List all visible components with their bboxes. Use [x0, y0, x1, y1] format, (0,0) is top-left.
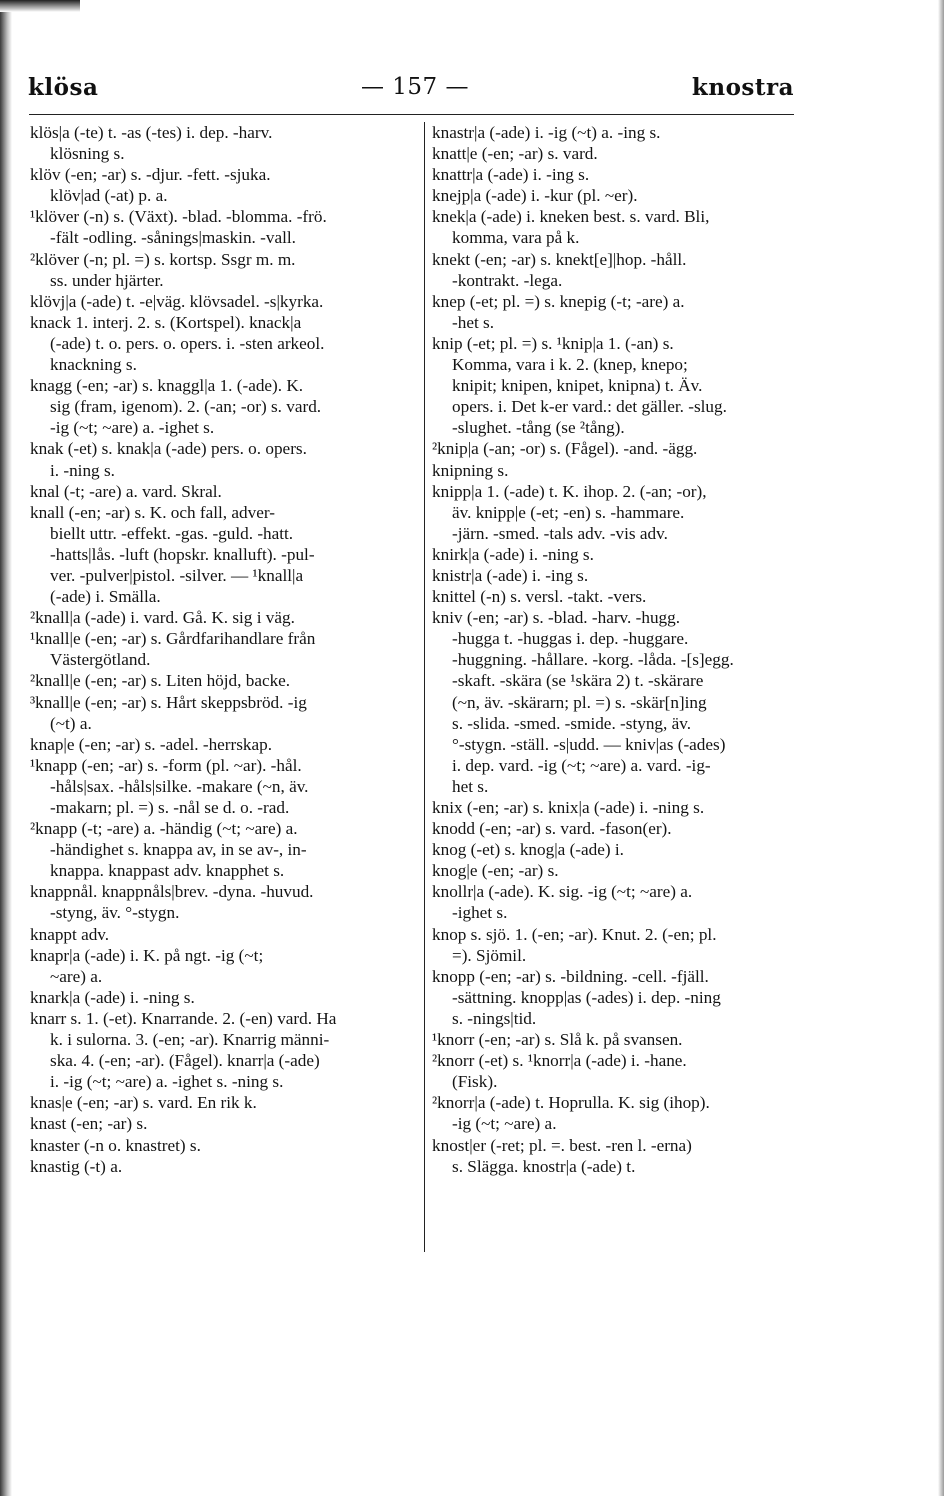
entry-line: k. i sulorna. 3. (-en; -ar). Knarrig männi- [50, 1030, 330, 1050]
entry-line: s. -nings|tid. [452, 1008, 537, 1028]
entry-line: klösning s. [50, 144, 125, 164]
entry-line: (Fisk). [452, 1072, 498, 1092]
dictionary-column-right [432, 122, 794, 1177]
header-rule [29, 114, 794, 115]
entry-line: ²knorr|a (-ade) t. Hoprulla. K. sig (ihop). [432, 1093, 710, 1113]
entry-line: knas|e (-en; -ar) s. vard. En rik k. [30, 1093, 257, 1113]
entry-line: ska. 4. (-en; -ar). (Fågel). knarr|a (-ade) [50, 1051, 320, 1071]
entry-line: knipp|a 1. (-ade) t. K. ihop. 2. (-an; -or), [432, 481, 707, 501]
entry-line: i. -ning s. [50, 460, 115, 480]
entry-line: knodd (-en; -ar) s. vard. -fason(er). [432, 819, 672, 839]
entry-line: knog (-et) s. knog|a (-ade) i. [432, 840, 624, 860]
entry-line: klöv (-en; -ar) s. -djur. -fett. -sjuka. [30, 165, 271, 185]
entry-line: knost|er (-ret; pl. =. best. -ren l. -erna) [432, 1135, 692, 1155]
entry-line: ³knall|e (-en; -ar) s. Hårt skeppsbröd. -ig [30, 692, 307, 712]
entry-line: knattr|a (-ade) i. -ing s. [432, 165, 590, 185]
entry-line: ²knip|a (-an; -or) s. (Fågel). -and. -ägg. [432, 439, 698, 459]
entry-line: ²klöver (-n; pl. =) s. kortsp. Ssgr m. m. [30, 249, 296, 269]
entry-line: knack 1. interj. 2. s. (Kortspel). knack|a [30, 312, 302, 332]
entry-line: -sättning. knopp|as (-ades) i. dep. -ning [452, 987, 721, 1007]
entry-line: knek|a (-ade) i. kneken best. s. vard. Bli, [432, 207, 710, 227]
entry-line: klös|a (-te) t. -as (-tes) i. dep. -harv. [30, 123, 273, 142]
entry-line: knappt adv. [30, 924, 110, 944]
entry-line: sig (fram, igenom). 2. (-an; -or) s. vard. [50, 397, 322, 417]
entry-line: (~n, äv. -skärarn; pl. =) s. -skär[n]ing [452, 692, 707, 712]
entry-line: knal (-t; -are) a. vard. Skral. [30, 481, 222, 501]
entry-line: knastig (-t) a. [30, 1156, 123, 1176]
entry-line: -kontrakt. -lega. [452, 270, 563, 290]
entry-line: knatt|e (-en; -ar) s. vard. [432, 144, 598, 164]
entry-line: -ig (~t; ~are) a. -ighet s. [50, 418, 215, 438]
entry-line: s. -slida. -smed. -smide. -styng, äv. [452, 713, 691, 733]
entry-line: =). Sjömil. [452, 945, 527, 965]
entry-line: äv. knipp|e (-et; -en) s. -hammare. [452, 502, 685, 522]
entry-line: knistr|a (-ade) i. -ing s. [432, 565, 589, 585]
entry-line: -händighet s. knappa av, in se av-, in- [50, 840, 307, 860]
entry-line: ²knapp (-t; -are) a. -händig (~t; ~are) a. [30, 819, 298, 839]
scan-right-edge [938, 0, 944, 1496]
entry-line: kniv (-en; -ar) s. -blad. -harv. -hugg. [432, 608, 681, 628]
entry-line: -ighet s. [452, 903, 508, 923]
entry-line: ²knall|a (-ade) i. vard. Gå. K. sig i väg. [30, 608, 295, 628]
entry-line: -huggning. -hållare. -korg. -låda. -[s]egg. [452, 650, 734, 670]
entry-line: (~t) a. [50, 713, 92, 733]
entry-line: knollr|a (-ade). K. sig. -ig (~t; ~are) a. [432, 882, 693, 902]
entry-line: knappnål. knappnåls|brev. -dyna. -huvud. [30, 882, 314, 902]
page-number: — 157 — [360, 74, 470, 100]
entry-line: knog|e (-en; -ar) s. [432, 861, 559, 881]
entry-line: -hatts|lås. -luft (hopskr. knalluft). -pul- [50, 544, 315, 564]
entry-line: ²knorr (-et) s. ¹knorr|a (-ade) i. -hane. [432, 1051, 687, 1071]
scan-top-corner [0, 0, 80, 12]
entry-line: biellt uttr. -effekt. -gas. -guld. -hatt. [50, 523, 294, 543]
entry-line: ¹knapp (-en; -ar) s. -form (pl. ~ar). -hål. [30, 755, 302, 775]
entry-line: i. dep. vard. -ig (~t; ~are) a. vard. -ig- [452, 755, 711, 775]
entry-line: knittel (-n) s. versl. -takt. -vers. [432, 587, 647, 607]
entry-line: ²knall|e (-en; -ar) s. Liten höjd, backe. [30, 671, 291, 691]
entry-line: knackning s. [50, 355, 137, 375]
entry-line: knast (-en; -ar) s. [30, 1114, 148, 1134]
dictionary-column-left [30, 122, 416, 1177]
scan-left-edge [0, 0, 12, 1496]
entry-line: knejp|a (-ade) i. -kur (pl. ~er). [432, 186, 638, 206]
entry-line: -fält -odling. -sånings|maskin. -vall. [50, 228, 296, 248]
entry-line: i. -ig (~t; ~are) a. -ighet s. -ning s. [50, 1072, 284, 1092]
entry-line: knix (-en; -ar) s. knix|a (-ade) i. -ning s. [432, 798, 705, 817]
entry-line: ¹knall|e (-en; -ar) s. Gårdfarihandlare från [30, 629, 316, 649]
entry-line: komma, vara på k. [452, 228, 580, 248]
entry-line: ¹knorr (-en; -ar) s. Slå k. på svansen. [432, 1030, 683, 1050]
entry-line: knark|a (-ade) i. -ning s. [30, 987, 195, 1007]
entry-line: -håls|sax. -håls|silke. -makare (~n, äv. [50, 776, 309, 796]
column-divider [424, 122, 425, 1252]
entry-line: °-stygn. -ställ. -s|udd. — kniv|as (-ades) [452, 734, 726, 754]
entry-line: -järn. -smed. -tals adv. -vis adv. [452, 523, 668, 543]
entry-line: knapr|a (-ade) i. K. på ngt. -ig (~t; [30, 945, 264, 965]
guide-word-left: klösa [28, 74, 99, 101]
entry-line: -het s. [452, 312, 495, 332]
entry-line: s. Slägga. knostr|a (-ade) t. [452, 1156, 636, 1176]
entry-line: knopp (-en; -ar) s. -bildning. -cell. -fjäll. [432, 966, 709, 986]
guide-word-right: knostra [691, 74, 794, 101]
entry-line: -skaft. -skära (se ¹skära 2) t. -skärare [452, 671, 704, 691]
entry-line: knipit; knipen, knipet, knipna) t. Äv. [452, 376, 703, 396]
entry-line: (-ade) i. Smälla. [50, 587, 161, 607]
entry-line: Komma, vara i k. 2. (knep, knepo; [452, 355, 688, 375]
entry-line: ¹klöver (-n) s. (Växt). -blad. -blomma. -frö. [30, 207, 327, 227]
entry-line: knipning s. [432, 460, 509, 480]
entry-line: Västergötland. [50, 650, 151, 670]
entry-line: klöv|ad (-at) p. a. [50, 186, 168, 206]
entry-line: knip (-et; pl. =) s. ¹knip|a 1. (-an) s. [432, 333, 674, 353]
entry-line: knop s. sjö. 1. (-en; -ar). Knut. 2. (-en; pl. [432, 924, 717, 944]
entry-line: knirk|a (-ade) i. -ning s. [432, 544, 594, 564]
entry-line: knall (-en; -ar) s. K. och fall, adver- [30, 502, 275, 522]
entry-line: -styng, äv. °-stygn. [50, 903, 180, 923]
entry-line: (-ade) t. o. pers. o. opers. i. -sten arkeol. [50, 333, 325, 353]
entry-line: -slughet. -tång (se ²tång). [452, 418, 625, 438]
entry-line: ~are) a. [50, 966, 103, 986]
entry-line: knagg (-en; -ar) s. knaggl|a 1. (-ade). K. [30, 376, 304, 396]
entry-line: ver. -pulver|pistol. -silver. — ¹knall|a [50, 565, 304, 585]
entry-line: -makarn; pl. =) s. -nål se d. o. -rad. [50, 798, 290, 817]
entry-line: knak (-et) s. knak|a (-ade) pers. o. opers. [30, 439, 307, 459]
entry-line: -hugga t. -huggas i. dep. -huggare. [452, 629, 689, 649]
entry-line: knastr|a (-ade) i. -ig (~t) a. -ing s. [432, 123, 661, 142]
entry-line: ss. under hjärter. [50, 270, 164, 290]
entry-line: opers. i. Det k-er vard.: det gäller. -slug. [452, 397, 727, 417]
entry-line: knep (-et; pl. =) s. knepig (-t; -are) a. [432, 291, 685, 311]
entry-line: knap|e (-en; -ar) s. -adel. -herrskap. [30, 734, 273, 754]
entry-line: het s. [452, 776, 489, 796]
entry-line: knekt (-en; -ar) s. knekt[e]|hop. -håll. [432, 249, 687, 269]
entry-line: klövj|a (-ade) t. -e|väg. klövsadel. -s|kyrka. [30, 291, 324, 311]
entry-line: -ig (~t; ~are) a. [452, 1114, 557, 1134]
entry-line: knappa. knappast adv. knapphet s. [50, 861, 285, 881]
entry-line: knaster (-n o. knastret) s. [30, 1135, 201, 1155]
entry-line: knarr s. 1. (-et). Knarrande. 2. (-en) vard. Ha [30, 1008, 337, 1028]
